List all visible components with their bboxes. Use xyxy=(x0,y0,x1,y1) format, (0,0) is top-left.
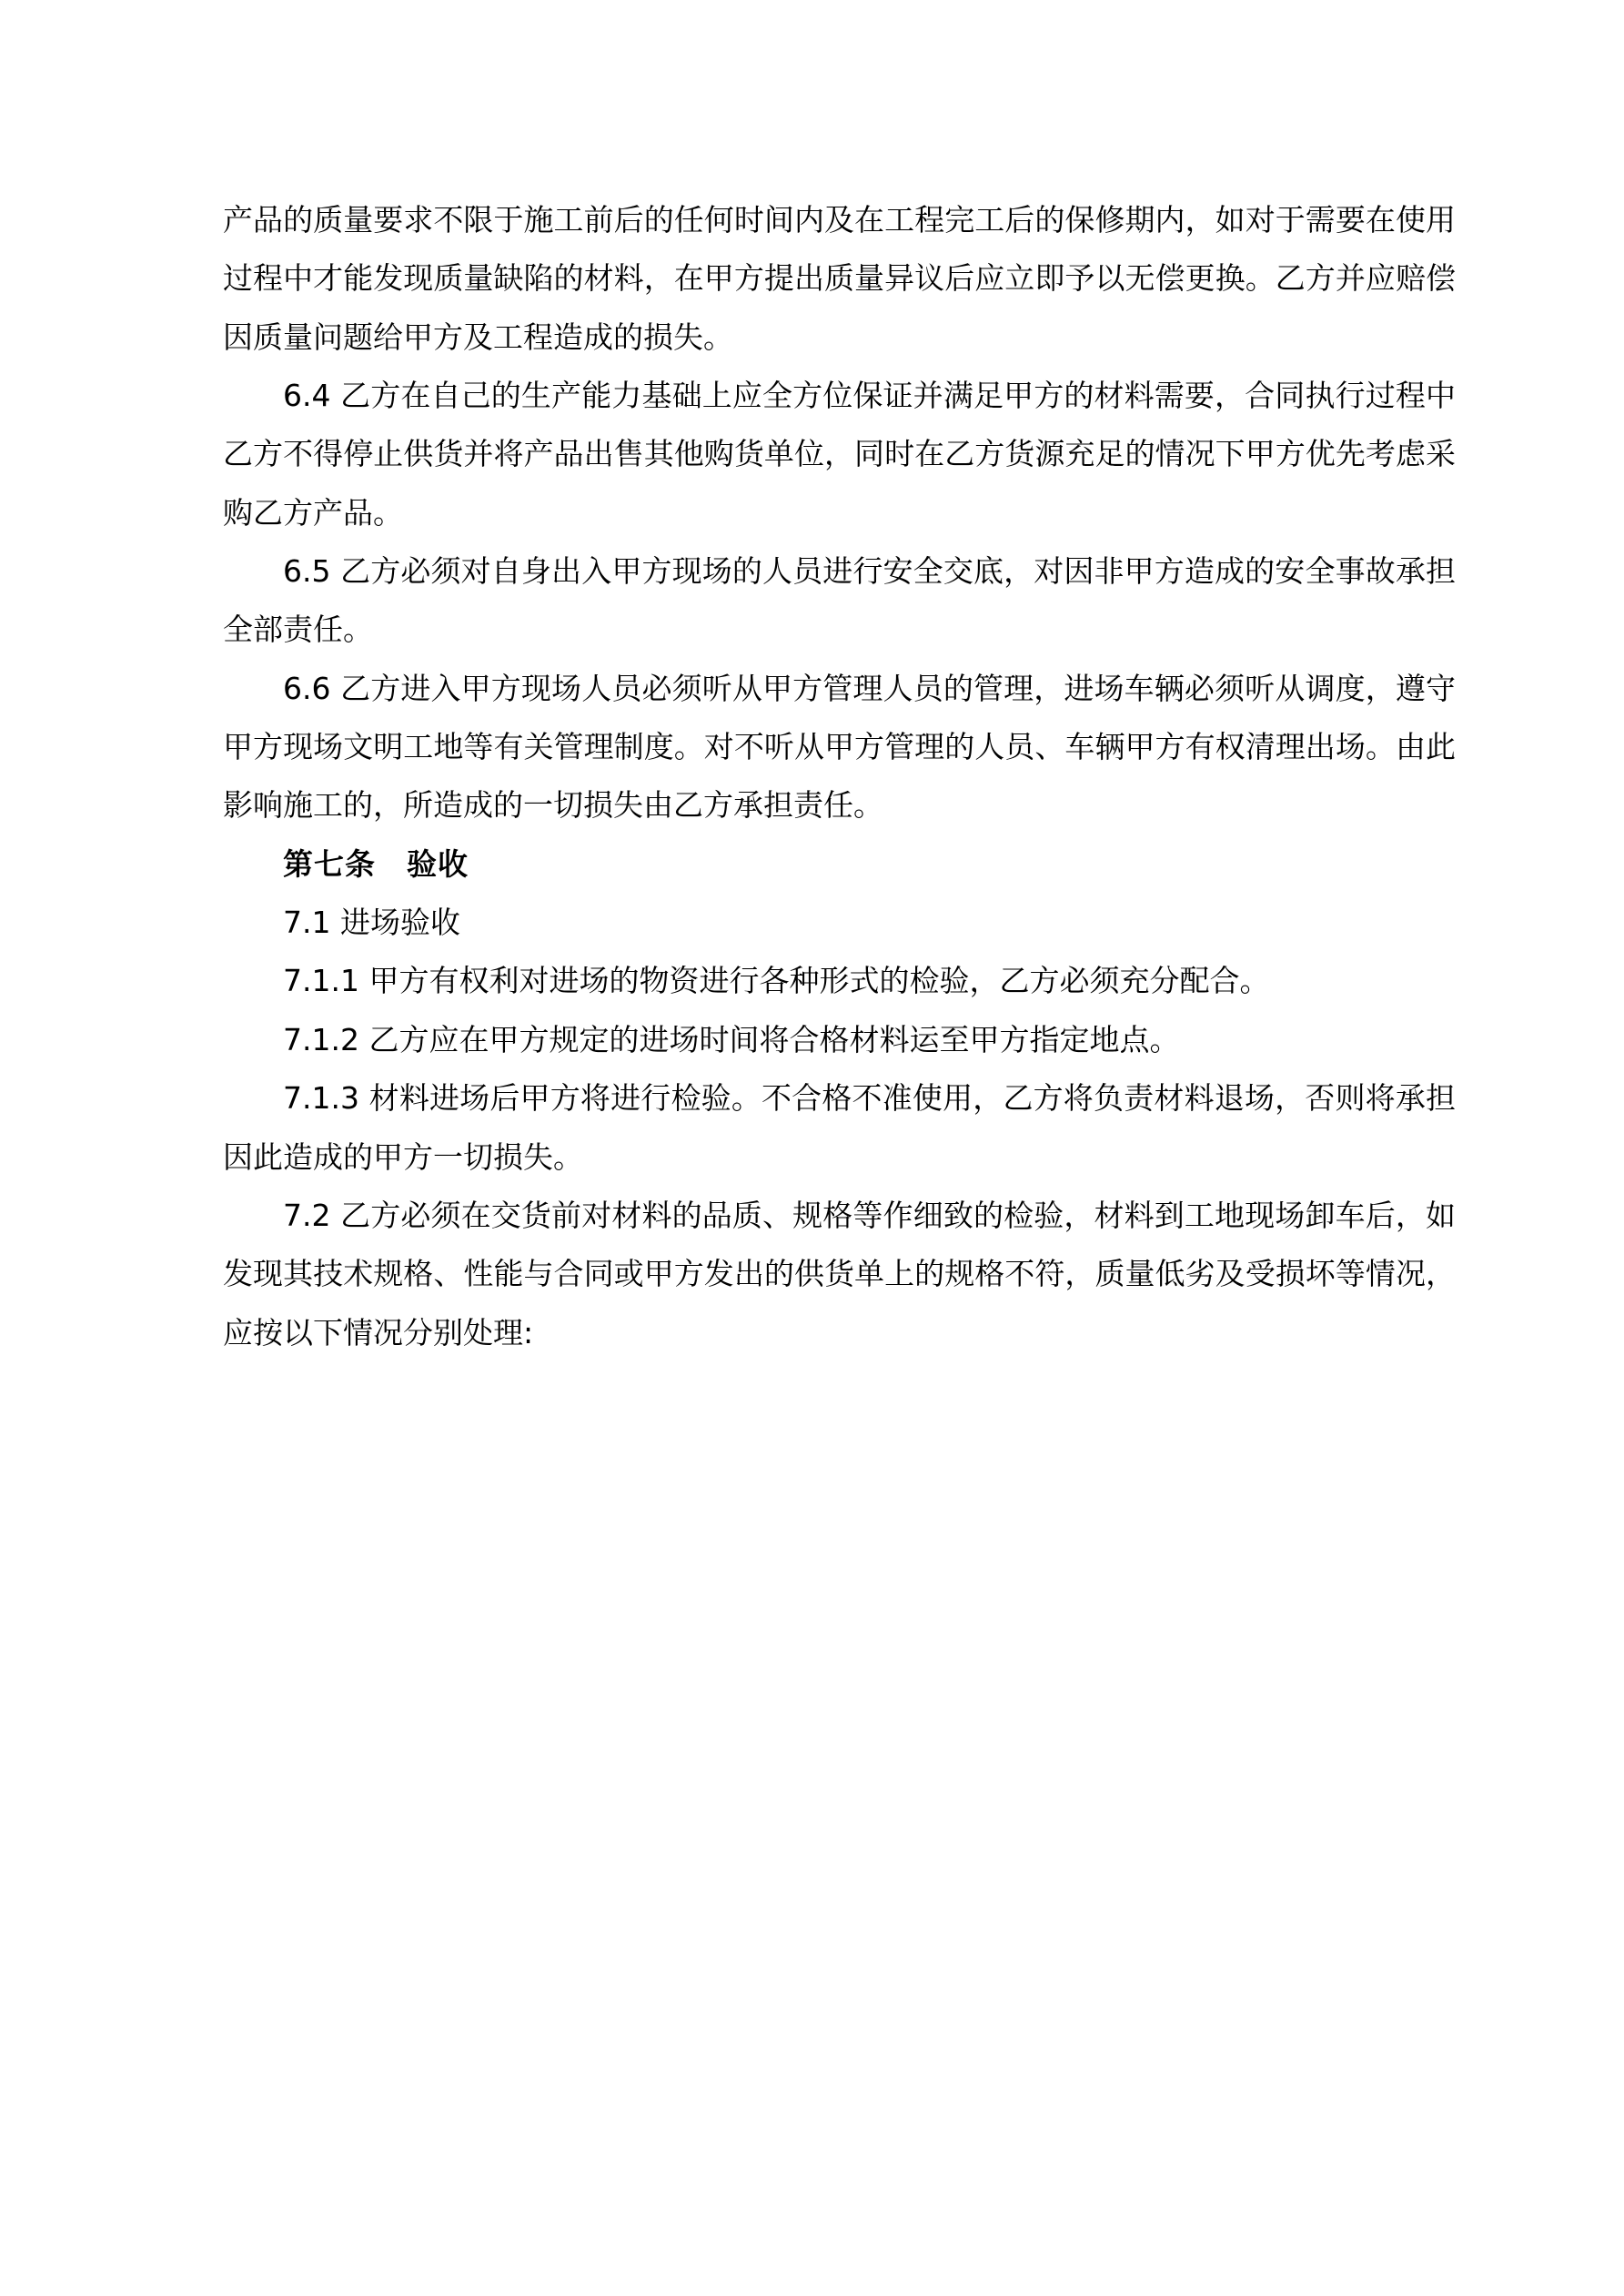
paragraph-7-1-1: 7.1.1 甲方有权利对进场的物资进行各种形式的检验，乙方必须充分配合。 xyxy=(283,963,1270,999)
paragraph-7-1-2: 7.1.2 乙方应在甲方规定的进场时间将合格材料运至甲方指定地点。 xyxy=(283,1021,1180,1057)
paragraph-7-1: 7.1 进场验收 xyxy=(283,905,460,941)
section-heading-7 xyxy=(223,835,1456,894)
paragraph-7-2: 7.2 乙方必须在交货前对材料的品质、规格等作细致的检验，材料到工地现场卸车后，如发现其技术规格、性能与合同或甲方发出的供货单上的规格不符，质量低劣及受损坏等情况，应按以下情况分别处理: xyxy=(223,1197,1456,1350)
section-heading-title: 验收 xyxy=(407,845,469,882)
paragraph-6-4: 6.4 乙方在自己的生产能力基础上应全方位保证并满足甲方的材料需要，合同执行过程中乙方不得停止供货并将产品出售其他购货单位，同时在乙方货源充足的情况下甲方优先考虑采购乙方产品。 xyxy=(223,378,1456,531)
paragraph-7-1-3: 7.1.3 材料进场后甲方将进行检验。不合格不准使用，乙方将负责材料退场，否则将承担因此造成的甲方一切损失。 xyxy=(223,1080,1456,1175)
section-heading-number: 第七条 xyxy=(283,845,376,882)
paragraph-6-5: 6.5 乙方必须对自身出入甲方现场的人员进行安全交底，对因非甲方造成的安全事故承担全部责任。 xyxy=(223,553,1456,648)
paragraph-quality-requirement: 产品的质量要求不限于施工前后的任何时间内及在工程完工后的保修期内，如对于需要在使用过程中才能发现质量缺陷的材料，在甲方提出质量异议后应立即予以无偿更换。乙方并应赔偿因质量问题给甲方及工程造成的损失。 xyxy=(223,202,1456,355)
paragraph-6-6: 6.6 乙方进入甲方现场人员必须听从甲方管理人员的管理，进场车辆必须听从调度，遵守甲方现场文明工地等有关管理制度。对不听从甲方管理的人员、车辆甲方有权清理出场。由此影响施工的，所造成的一切损失由乙方承担责任。 xyxy=(223,670,1456,824)
document-body xyxy=(223,191,1456,1362)
